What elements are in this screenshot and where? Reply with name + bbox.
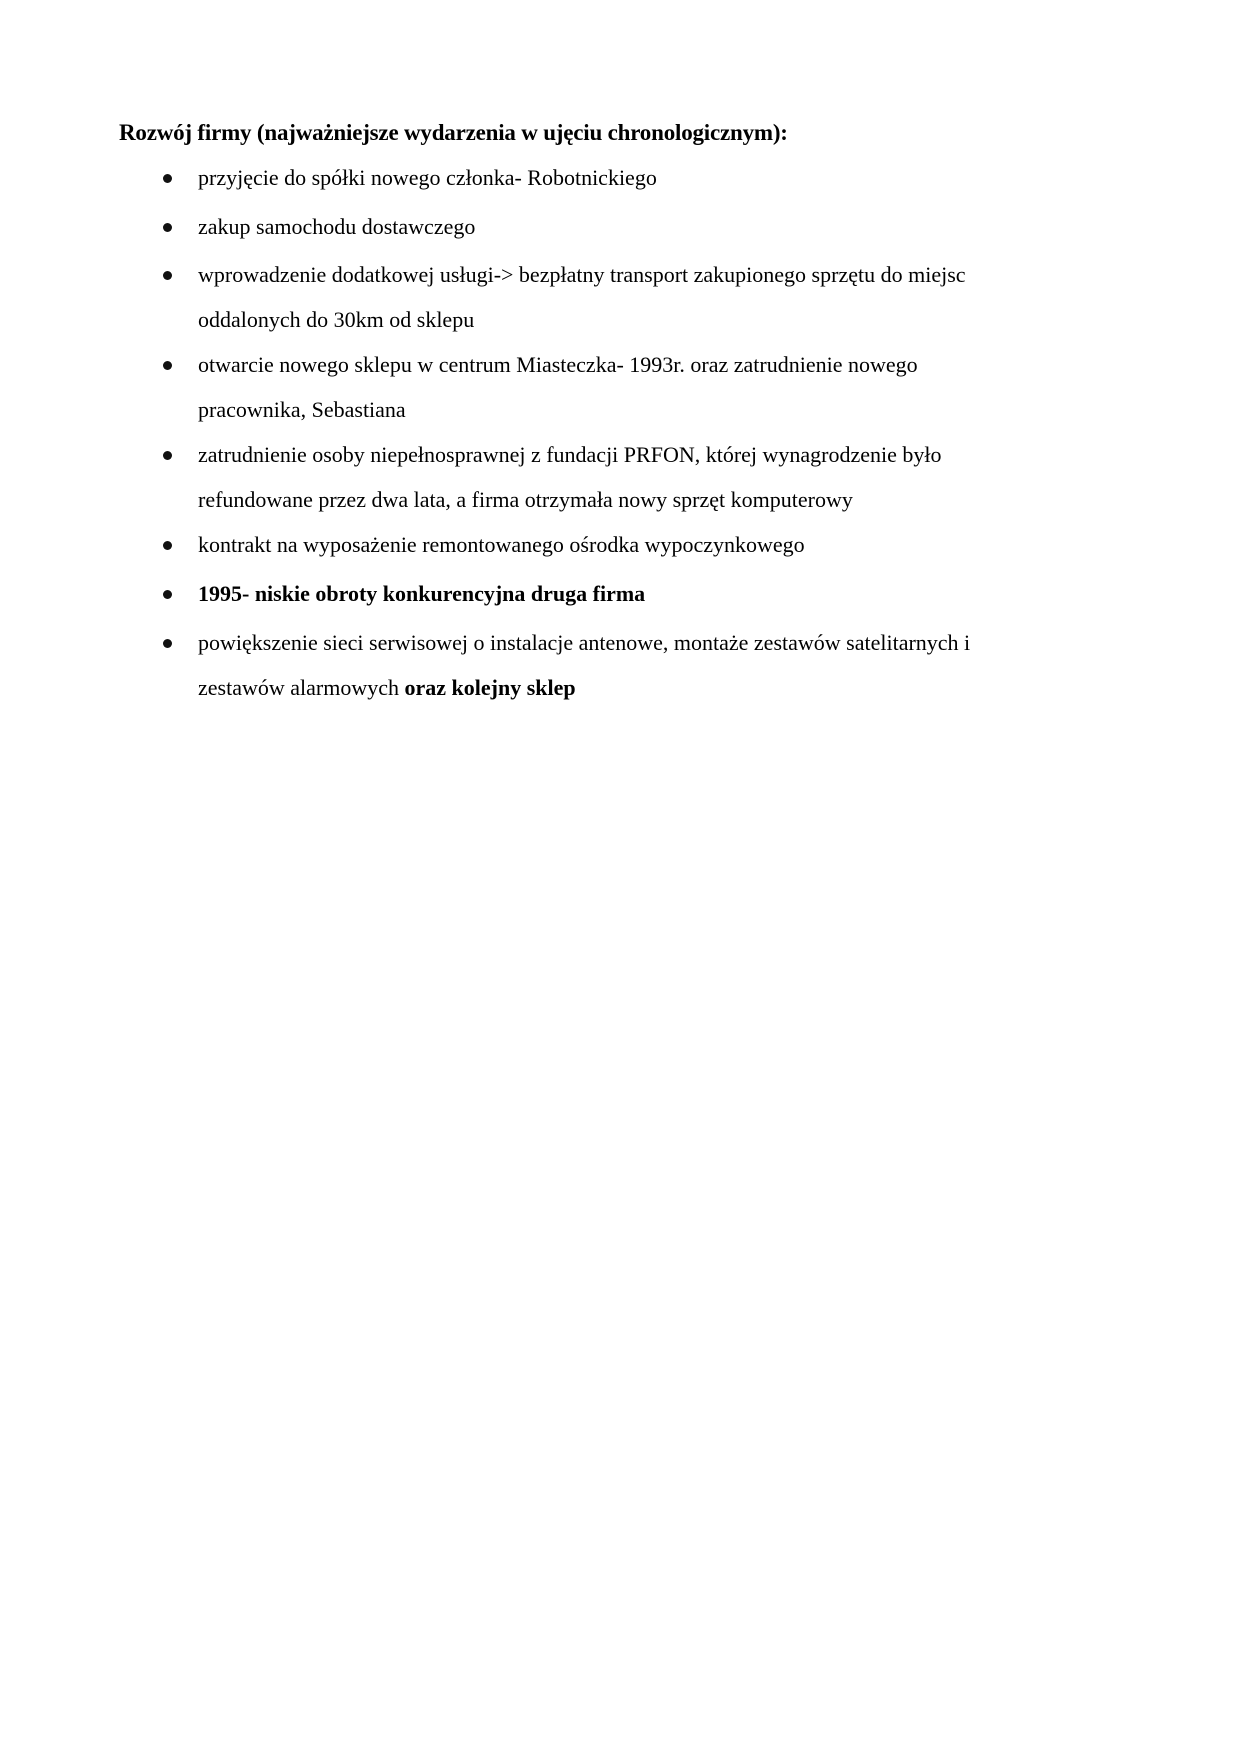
list-item-text: zatrudnienie osoby niepełnosprawnej z fundacji PRFON, której wynagrodzenie było: [198, 442, 942, 467]
bullet-icon: [163, 271, 172, 280]
list-item-text: zakup samochodu dostawczego: [198, 214, 476, 239]
list-item-text: otwarcie nowego sklepu w centrum Miasteczka- 1993r. oraz zatrudnienie nowego: [198, 352, 918, 377]
list-item-text-regular: zestawów alarmowych: [198, 675, 399, 700]
list-item-text-bold: 1995- niskie obroty konkurencyjna druga firma: [198, 581, 646, 606]
list-item-text: powiększenie sieci serwisowej o instalacje antenowe, montaże zestawów satelitarnych i: [198, 630, 971, 655]
bullet-icon: [163, 361, 172, 370]
list-item-text: wprowadzenie dodatkowej usługi-> bezpłatny transport zakupionego sprzętu do miejsc: [198, 262, 966, 287]
list-item-text: przyjęcie do spółki nowego członka- Robotnickiego: [198, 165, 657, 190]
list-item-text-continued: [198, 672, 576, 704]
bullet-icon: [163, 590, 172, 599]
list-item-text-continued: refundowane przez dwa lata, a firma otrzymała nowy sprzęt komputerowy: [198, 487, 853, 512]
list-item-text: kontrakt na wyposażenie remontowanego ośrodka wypoczynkowego: [198, 532, 805, 557]
list-item-text-continued: pracownika, Sebastiana: [198, 397, 406, 422]
list-item-text-bold-suffix: oraz kolejny sklep: [404, 675, 576, 700]
section-heading: Rozwój firmy (najważniejsze wydarzenia w ujęciu chronologicznym):: [119, 120, 788, 145]
bullet-icon: [163, 541, 172, 550]
bullet-icon: [163, 223, 172, 232]
list-item-text-continued: oddalonych do 30km od sklepu: [198, 307, 475, 332]
bullet-icon: [163, 639, 172, 648]
bullet-icon: [163, 451, 172, 460]
bullet-icon: [163, 174, 172, 183]
